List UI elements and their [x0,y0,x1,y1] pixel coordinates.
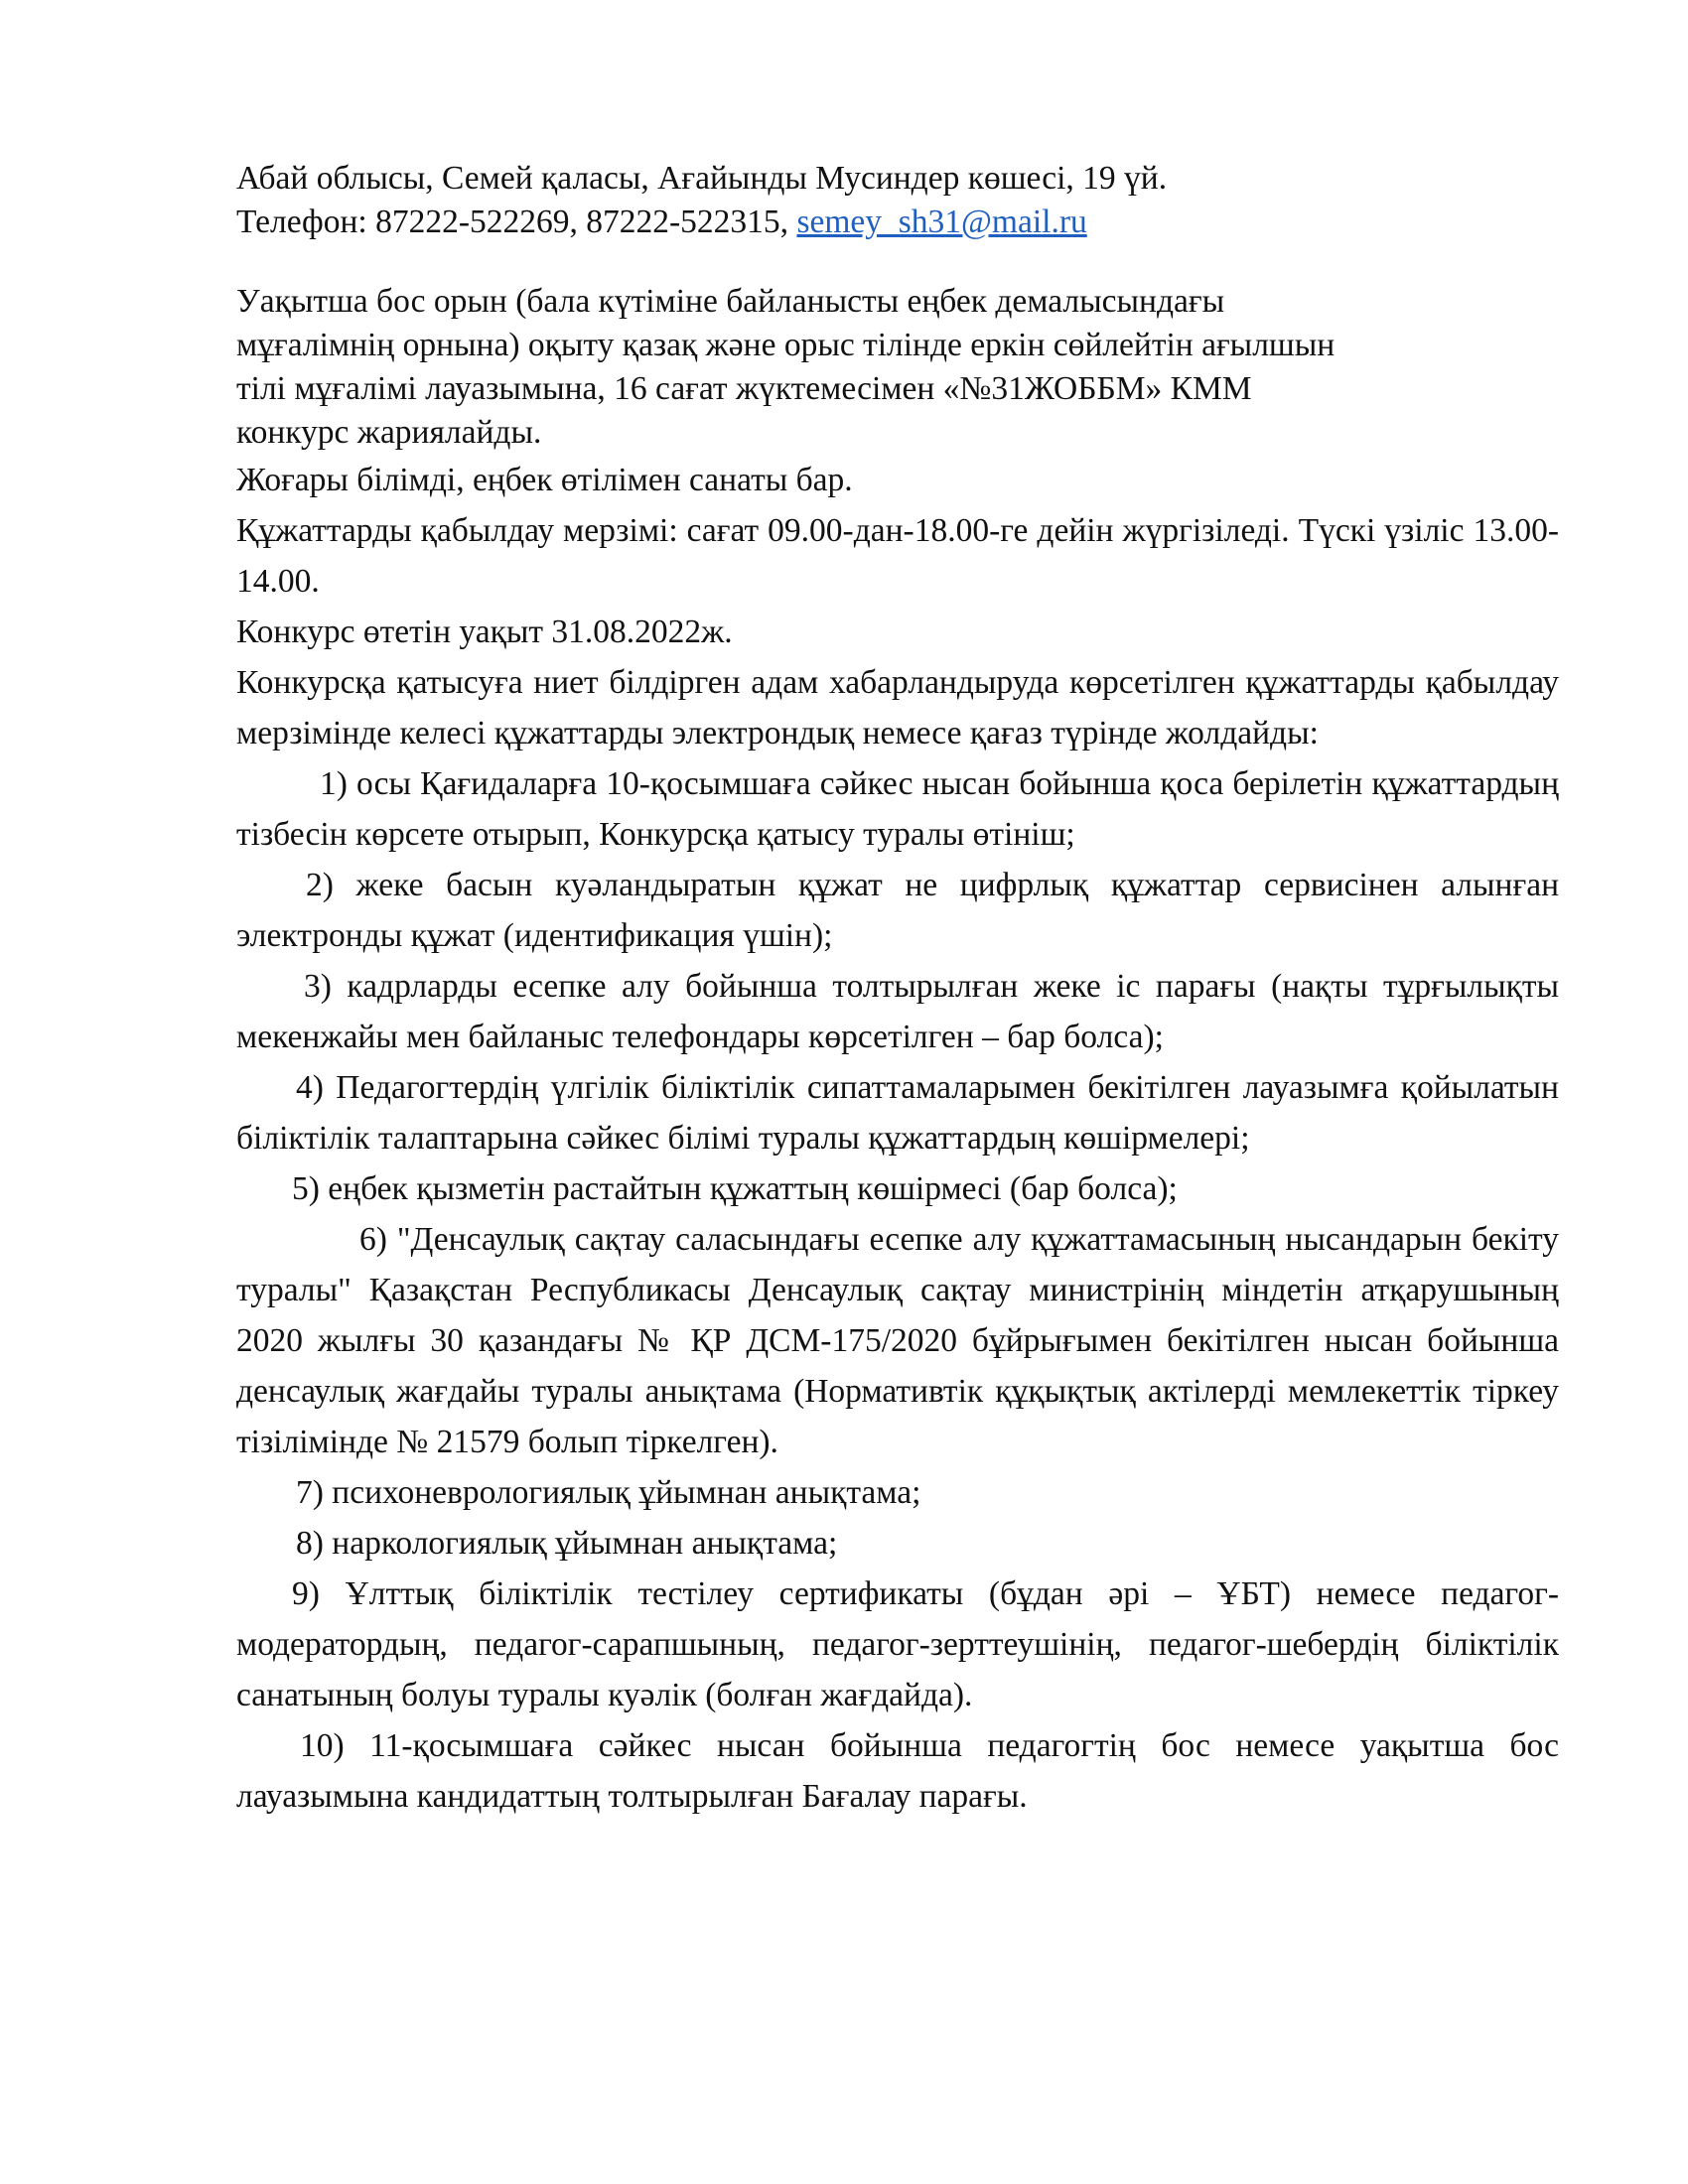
document-item-3: 3) кадрларды есепке алу бойынша толтырылған жеке іс парағы (нақты тұрғылықты мекенжайы мен байланыс телефондары көрсетілген – бар болса); [236,968,1559,1055]
document-item-6: 6) "Денсаулық сақтау саласындағы есепке алу құжаттамасының нысандарын бекіту туралы" Қазақстан Республикасы Денсаулық сақтау министрінің міндетін атқарушының 2020 жылғы 30 қазандағы № ҚР ДСМ-175/2020 бұйрығымен бекітілген нысан бойынша денсаулық жағдайы туралы анықтама (Нормативтік құқықтық актілерді мемлекеттік тіркеу тізілімінде № 21579 болып тіркелген). [236,1221,1559,1460]
contest-date-text: Конкурс өтетін уақыт 31.08.2022ж. [236,614,733,650]
document-item-2: 2) жеке басын куәландыратын құжат не цифрлық құжаттар сервисінен алынған электронды құжат (идентификация үшін); [236,867,1559,954]
documents-intro: Конкурсқа қатысуға ниет білдірген адам хабарландыруда көрсетілген құжаттарды қабылдау мерзімінде келесі құжаттарды электрондық немесе қағаз түрінде жолдайды: [236,664,1559,751]
requirements-text: Жоғары білімді, еңбек өтілімен санаты бар. [236,462,853,498]
document-page [236,157,1559,1822]
document-item-9: 9) Ұлттық біліктілік тестілеу сертификаты (бұдан әрі – ҰБТ) немесе педагог-модератордың, педагог-сарапшының, педагог-зерттеушінің, педагог-шебердің біліктілік санатының болуы туралы куәлік (болған жағдайда). [236,1575,1559,1713]
announcement-paragraph [236,280,1559,455]
address-line: Абай облысы, Семей қаласы, Ағайынды Мусиндер көшесі, 19 үй. [236,160,1168,197]
phone-numbers: Телефон: 87222-522269, 87222-522315, [236,204,797,240]
document-item-4: 4) Педагогтердің үлгілік біліктілік сипаттамаларымен бекітілген лауазымға қойылатын біліктілік талаптарына сәйкес білімі туралы құжаттардың көшірмелері; [236,1069,1559,1157]
document-item-7: 7) психоневрологиялық ұйымнан анықтама; [296,1474,921,1511]
announcement-line-3: тілі мұғалімі лауазымына, 16 сағат жүктемесімен «№31ЖОББМ» КММ [236,370,1252,407]
reception-hours-text: Құжаттарды қабылдау мерзімі: сағат 09.00-дан-18.00-ге дейін жүргізіледі. Түскі үзіліс 13.00-14.00. [236,512,1559,600]
document-item-1: 1) осы Қағидаларға 10-қосымшаға сәйкес нысан бойынша қоса берілетін құжаттардың тізбесін көрсете отырып, Конкурсқа қатысу туралы өтініш; [236,765,1559,853]
announcement-line-4: конкурс жариялайды. [236,414,542,451]
document-item-10: 10) 11-қосымшаға сәйкес нысан бойынша педагогтің бос немесе уақытша бос лауазымына кандидаттың толтырылған Бағалау парағы. [236,1727,1559,1815]
contact-line [236,201,1559,244]
email-link[interactable]: semey_sh31@mail.ru [796,204,1087,240]
announcement-line-1: Уақытша бос орын (бала күтіміне байланысты еңбек демалысындағы [236,283,1225,320]
spacer [236,244,1559,280]
document-item-8: 8) наркологиялық ұйымнан анықтама; [296,1525,838,1562]
announcement-line-2: мұғалімнің орнына) оқыту қазақ және орыс тілінде еркін сөйлейтін ағылшын [236,327,1336,363]
document-item-5: 5) еңбек қызметін растайтын құжаттың көшірмесі (бар болса); [292,1170,1178,1207]
